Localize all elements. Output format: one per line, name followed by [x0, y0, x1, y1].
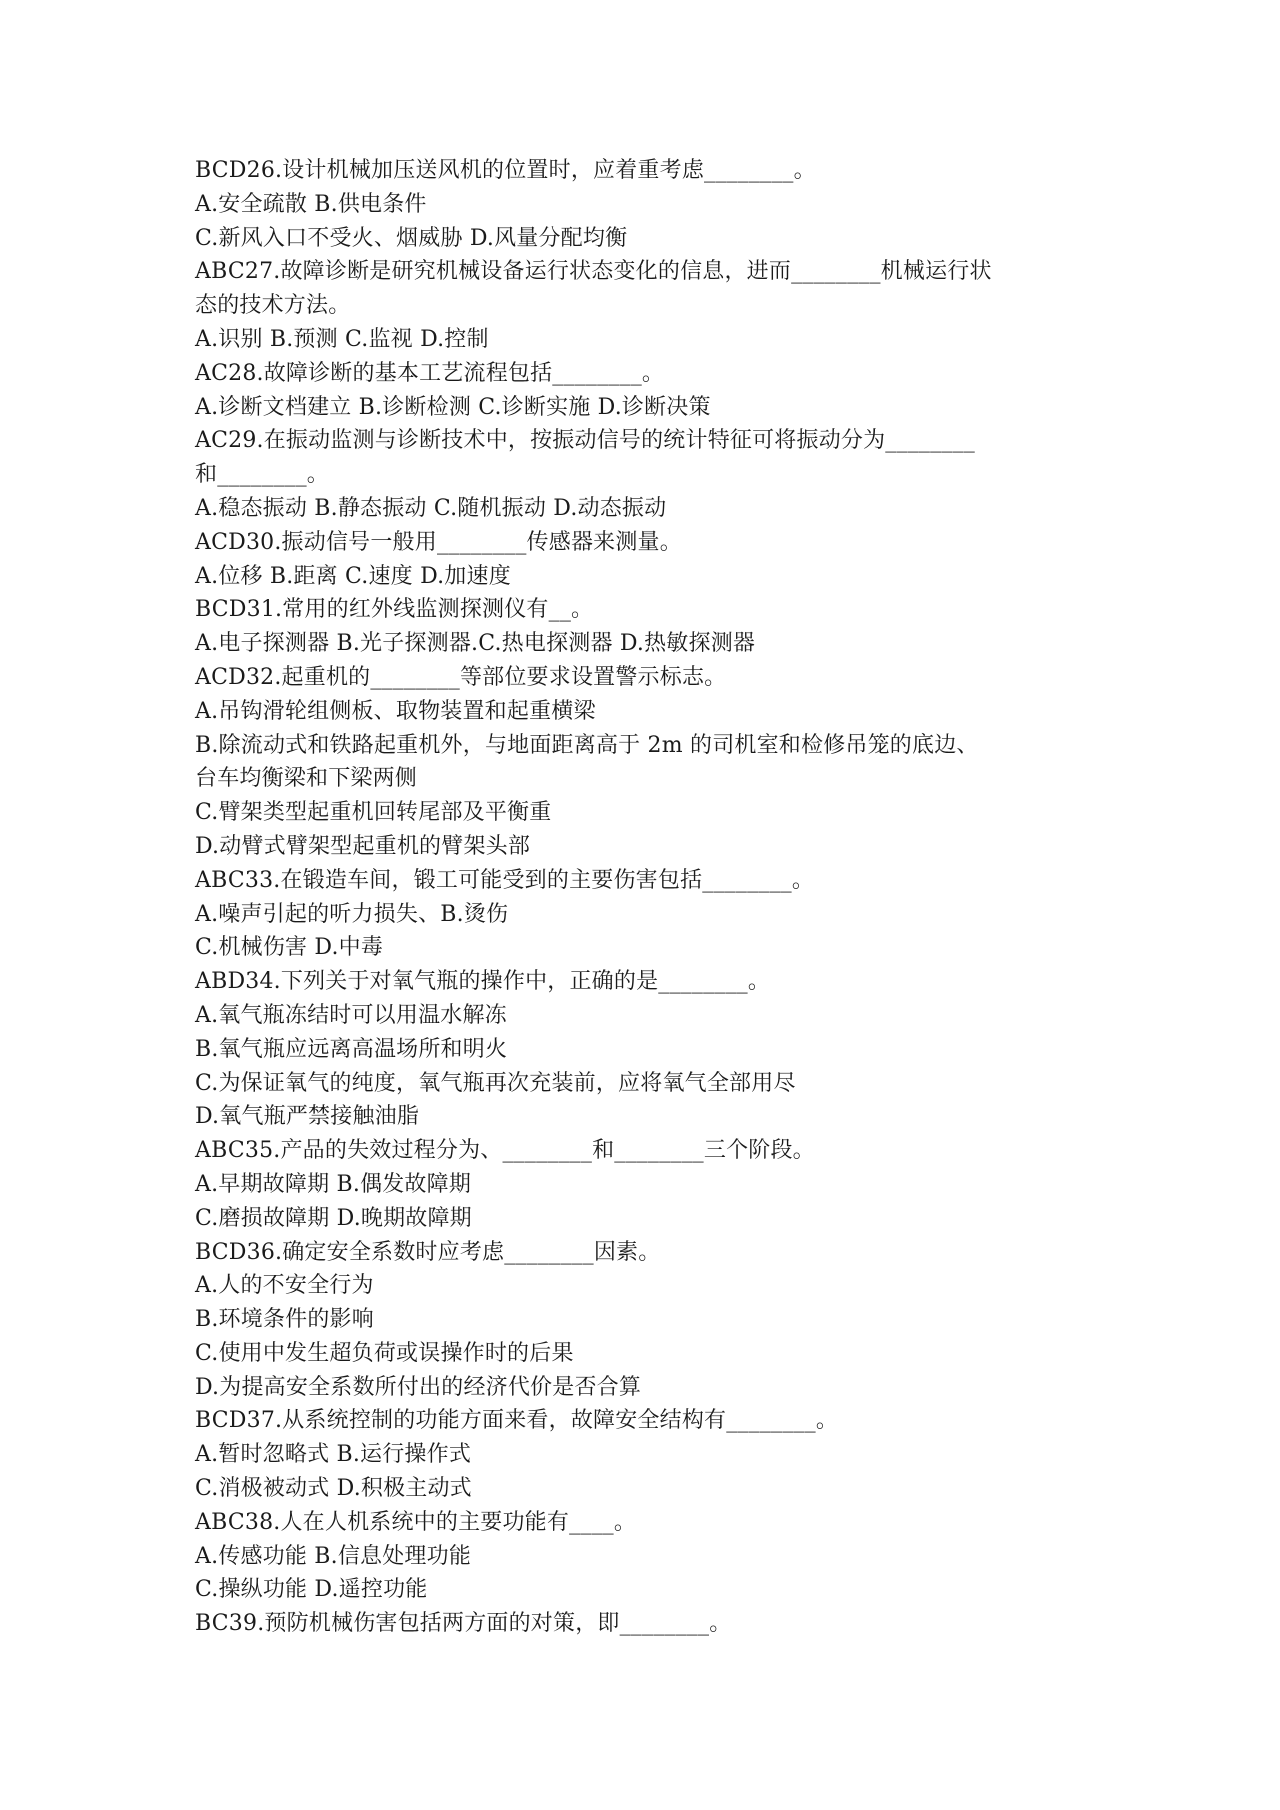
text-line: C.为保证氧气的纯度，氧气瓶再次充装前，应将氧气全部用尽: [195, 1070, 796, 1096]
text-line: ABC38.人在人机系统中的主要功能有____。: [195, 1509, 637, 1535]
text-line: B.环境条件的影响: [195, 1307, 374, 1333]
text-line: BCD26.设计机械加压送风机的位置时，应着重考虑________。: [195, 158, 816, 183]
text-line: ABC27.故障诊断是研究机械设备运行状态变化的信息，进而________机械运行状: [195, 259, 992, 285]
text-line: BCD36.确定安全系数时应考虑________因素。: [195, 1239, 661, 1265]
text-line: 台车均衡梁和下梁两侧: [195, 766, 418, 792]
text-line: BCD37.从系统控制的功能方面来看，故障安全结构有________。: [195, 1408, 839, 1434]
text-line: C.机械伤害 D.中毒: [195, 935, 384, 961]
text-line: ABD34.下列关于对氧气瓶的操作中，正确的是________。: [195, 969, 771, 995]
text-line: BCD31.常用的红外线监测探测仪有__。: [195, 597, 594, 623]
text-line: B.氧气瓶应远离高温场所和明火: [195, 1036, 508, 1062]
text-line: A.安全疏散 B.供电条件: [195, 191, 427, 217]
text-line: C.臂架类型起重机回转尾部及平衡重: [195, 800, 552, 826]
text-line: A.人的不安全行为: [195, 1273, 374, 1299]
document-page: [195, 154, 1095, 1641]
text-line: A.噪声引起的听力损失、B.烫伤: [195, 901, 509, 927]
text-line: 和________。: [195, 462, 330, 488]
text-line: AC29.在振动监测与诊断技术中，按振动信号的统计特征可将振动分为________: [195, 428, 975, 454]
text-line: ABC33.在锻造车间，锻工可能受到的主要伤害包括________。: [195, 867, 815, 893]
text-line: A.电子探测器 B.光子探测器.C.热电探测器 D.热敏探测器: [195, 631, 756, 657]
text-line: A.氧气瓶冻结时可以用温水解冻: [195, 1002, 507, 1028]
text-line: C.操纵功能 D.遥控功能: [195, 1577, 428, 1603]
text-line: D.氧气瓶严禁接触油脂: [195, 1104, 420, 1130]
text-line: A.吊钩滑轮组侧板、取物装置和起重横梁: [195, 698, 596, 724]
text-line: C.磨损故障期 D.晚期故障期: [195, 1205, 472, 1231]
text-line: 态的技术方法。: [195, 293, 351, 319]
text-line: C.使用中发生超负荷或误操作时的后果: [195, 1340, 574, 1366]
text-line: A.识别 B.预测 C.监视 D.控制: [195, 326, 489, 352]
text-line: A.位移 B.距离 C.速度 D.加速度: [195, 563, 511, 589]
text-line: D.为提高安全系数所付出的经济代价是否合算: [195, 1374, 642, 1400]
text-line: C.新风入口不受火、烟威胁 D.风量分配均衡: [195, 225, 628, 251]
text-line: AC28.故障诊断的基本工艺流程包括________。: [195, 360, 665, 386]
text-line: A.早期故障期 B.偶发故障期: [195, 1171, 472, 1197]
text-line: BC39.预防机械伤害包括两方面的对策，即________。: [195, 1611, 732, 1637]
text-line: A.传感功能 B.信息处理功能: [195, 1543, 472, 1569]
text-line: A.暂时忽略式 B.运行操作式: [195, 1442, 472, 1468]
text-line: ABC35.产品的失效过程分为、________和________三个阶段。: [195, 1138, 815, 1164]
text-line: B.除流动式和铁路起重机外，与地面距离高于 2m 的司机室和检修吊笼的底边、: [195, 732, 979, 758]
text-line: A.诊断文档建立 B.诊断检测 C.诊断实施 D.诊断决策: [195, 394, 711, 420]
text-line: ACD32.起重机的________等部位要求设置警示标志。: [195, 664, 727, 690]
text-line: D.动臂式臂架型起重机的臂架头部: [195, 833, 531, 859]
text-line: ACD30.振动信号一般用________传感器来测量。: [195, 529, 682, 555]
text-line: C.消极被动式 D.积极主动式: [195, 1476, 472, 1502]
text-line: A.稳态振动 B.静态振动 C.随机振动 D.动态振动: [195, 495, 667, 521]
